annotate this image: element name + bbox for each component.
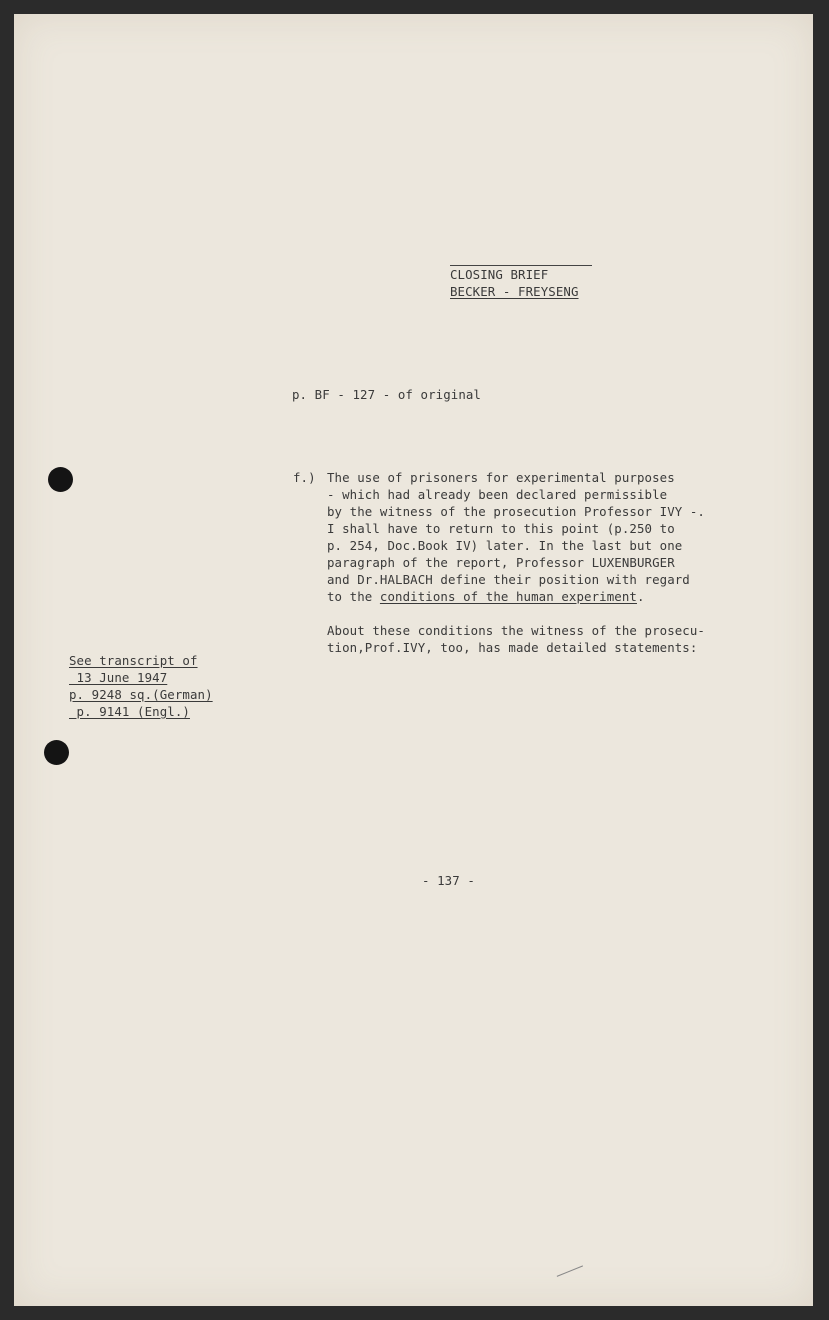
margin-note [69, 652, 213, 720]
text-line: tion,Prof.IVY, too, has made detailed statements: [327, 640, 698, 655]
underlined-phrase: conditions of the human experiment [379, 589, 637, 604]
text-line: p. 254, Doc.Book IV) later. In the last but one [327, 538, 683, 553]
text-fragment: to the [327, 589, 380, 604]
text-line: I shall have to return to this point (p.250 to [327, 521, 675, 536]
margin-note-line: p. 9141 (Engl.) [69, 704, 190, 719]
header-subtitle: BECKER - FREYSENG [450, 284, 579, 299]
text-line: - which had already been declared permissible [327, 487, 668, 502]
section-marker: f.) [293, 470, 316, 485]
text-line: paragraph of the report, Professor LUXENBURGER [327, 555, 675, 570]
margin-note-line: p. 9248 sq.(German) [69, 687, 213, 702]
paragraph-1 [327, 469, 705, 605]
text-fragment: . [636, 589, 645, 604]
document-header [450, 266, 579, 300]
text-line: and Dr.HALBACH define their position with regard [327, 572, 690, 587]
original-page-reference: p. BF - 127 - of original [292, 387, 481, 402]
document-page [14, 14, 813, 1306]
text-line: by the witness of the prosecution Professor IVY -. [327, 504, 705, 519]
punch-hole-top [48, 467, 73, 492]
margin-note-line: 13 June 1947 [69, 670, 168, 685]
text-line: About these conditions the witness of the prosecu- [327, 623, 705, 638]
pencil-mark [553, 1256, 583, 1277]
text-line: The use of prisoners for experimental purposes [327, 470, 675, 485]
punch-hole-bottom [44, 740, 69, 765]
paragraph-2 [327, 622, 705, 656]
text-line-last [327, 588, 705, 605]
margin-note-line: See transcript of [69, 653, 198, 668]
header-title: CLOSING BRIEF [450, 267, 549, 282]
page-number: - 137 - [422, 873, 475, 888]
